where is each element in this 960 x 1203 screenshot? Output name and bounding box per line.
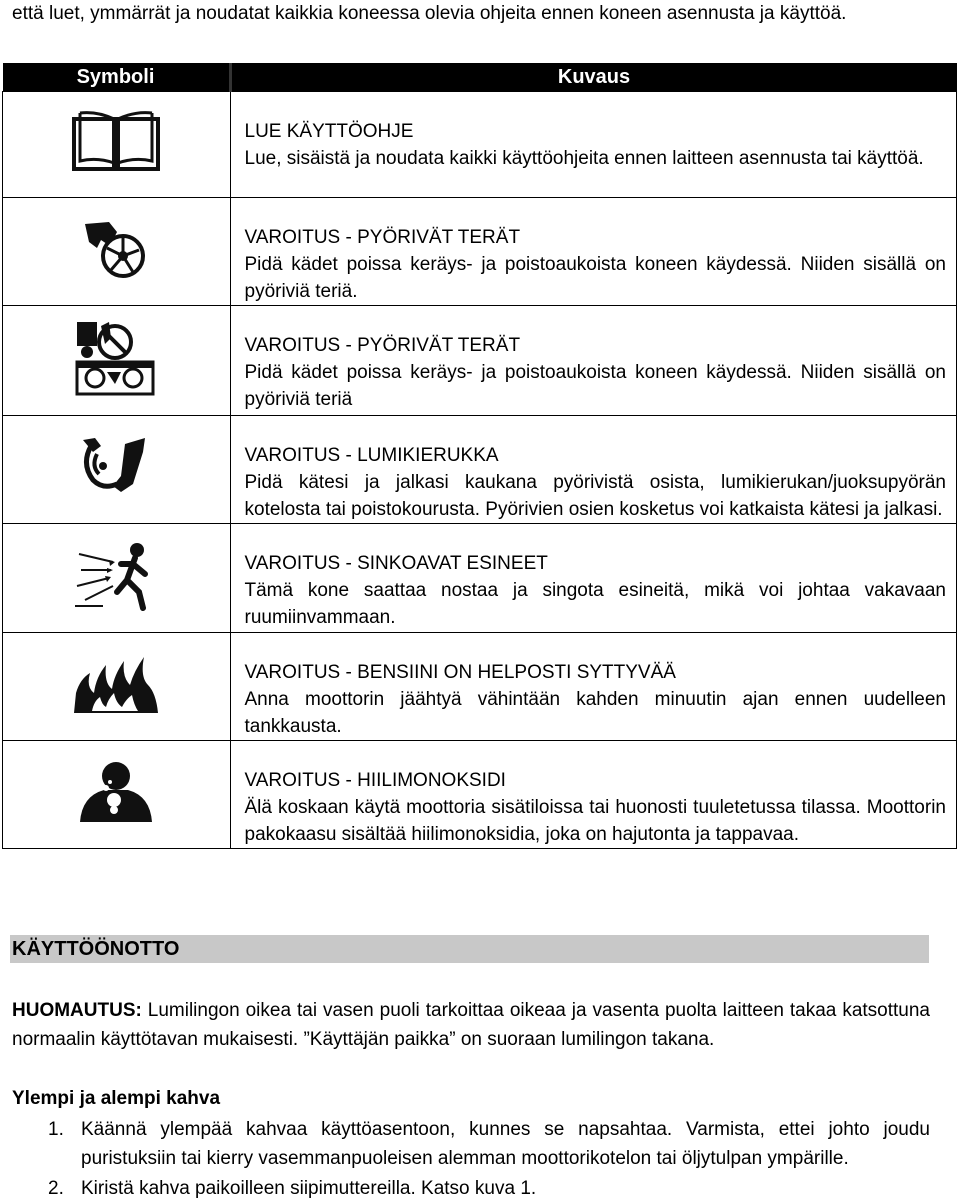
no-hands-blades-icon: [75, 320, 157, 396]
table-row: [3, 524, 957, 633]
flames-icon: [72, 653, 160, 715]
symbol-cell: [3, 306, 231, 416]
description-cell: [230, 306, 957, 416]
symbol-cell: [3, 633, 231, 741]
table-row: [3, 741, 957, 849]
header-symbol: Symboli: [3, 63, 231, 92]
warning-title: VAROITUS - SINKOAVAT ESINEET: [244, 553, 548, 574]
warning-text: Anna moottorin jäähtyä vähintään kahden minuutin ajan ennen uudelleen tankkausta.: [244, 689, 946, 737]
symbol-cell: [3, 92, 231, 198]
list-number: 2.: [48, 1178, 64, 1199]
description-cell: [230, 633, 957, 741]
list-text: Kiristä kahva paikoilleen siipimuttereilla. Katso kuva 1.: [81, 1178, 537, 1199]
list-item: [48, 1115, 930, 1173]
description-cell: [230, 92, 957, 198]
warning-text: Lue, sisäistä ja noudata kaikki käyttöohjeita ennen laitteen asennusta tai käyttöä.: [244, 148, 924, 169]
list-number: 1.: [48, 1119, 64, 1140]
warning-title: VAROITUS - HIILIMONOKSIDI: [244, 770, 506, 791]
open-book-icon: [70, 111, 162, 173]
symbol-cell: [3, 416, 231, 524]
header-description: Kuvaus: [230, 63, 957, 92]
description-cell: [230, 416, 957, 524]
list-item: [48, 1174, 930, 1203]
description-cell: [230, 198, 957, 306]
warning-text: Pidä kädet poissa keräys- ja poistoaukoista koneen käydessä. Niiden sisällä on pyöriviä teriä: [244, 362, 946, 410]
note-label: HUOMAUTUS:: [12, 1000, 142, 1021]
warning-title: VAROITUS - BENSIINI ON HELPOSTI SYTTYVÄÄ: [244, 662, 676, 683]
section-heading-bar: [10, 935, 929, 963]
table-row: [3, 92, 957, 198]
table-row: [3, 633, 957, 741]
warning-title: VAROITUS - PYÖRIVÄT TERÄT: [244, 335, 521, 356]
hand-rotating-blades-icon: [83, 218, 149, 280]
symbol-table: [2, 63, 957, 849]
thrown-objects-icon: [73, 540, 159, 612]
subheading: Ylempi ja alempi kahva: [12, 1088, 221, 1109]
table-row: [3, 306, 957, 416]
warning-title: VAROITUS - PYÖRIVÄT TERÄT: [244, 227, 521, 248]
warning-text: Pidä kädet poissa keräys- ja poistoaukoista koneen käydessä. Niiden sisällä on pyöriviä teriä.: [244, 254, 946, 302]
warning-title: LUE KÄYTTÖOHJE: [244, 121, 414, 142]
symbol-cell: [3, 198, 231, 306]
description-cell: [230, 741, 957, 849]
warning-title: VAROITUS - LUMIKIERUKKA: [244, 445, 499, 466]
section-title: KÄYTTÖÖNOTTO: [12, 938, 180, 960]
intro-text: että luet, ymmärrät ja noudatat kaikkia koneessa olevia ohjeita ennen koneen asennusta ja käyttöä.: [12, 3, 847, 24]
table-row: [3, 198, 957, 306]
list-text: Käännä ylempää kahvaa käyttöasentoon, kunnes se napsahtaa. Varmista, ettei johto joudu puristuksiin tai kierry vasemmanpuoleisen alemman moottorikotelon tai öljytulpan ympärille.: [81, 1119, 930, 1169]
warning-text: Tämä kone saattaa nostaa ja singota esineitä, mikä voi johtaa vakavaan ruumiinvammaan.: [244, 580, 946, 628]
warning-text: Pidä kätesi ja jalkasi kaukana pyörivistä osista, lumikierukan/juoksupyörän kotelosta tai poistokourusta. Pyörivien osien kosketus voi katkaista kätesi ja jalkasi.: [244, 472, 946, 520]
symbol-cell: [3, 524, 231, 633]
description-cell: [230, 524, 957, 633]
warning-text: Älä koskaan käytä moottoria sisätiloissa tai huonosti tuuletetussa tilassa. Moottorin pakokaasu sisältää hiilimonoksidia, joka on hajutonta ja tappavaa.: [244, 797, 946, 845]
note-paragraph: [12, 996, 930, 1054]
table-row: [3, 416, 957, 524]
carbon-monoxide-icon: [78, 760, 154, 824]
symbol-cell: [3, 741, 231, 849]
auger-hand-foot-icon: [81, 436, 151, 498]
note-text: Lumilingon oikea tai vasen puoli tarkoittaa oikeaa ja vasenta puolta laitteen takaa katsottuna normaalin käyttötavan mukaisesti. ”Käyttäjän paikka” on suoraan lumilingon takana.: [12, 1000, 930, 1050]
